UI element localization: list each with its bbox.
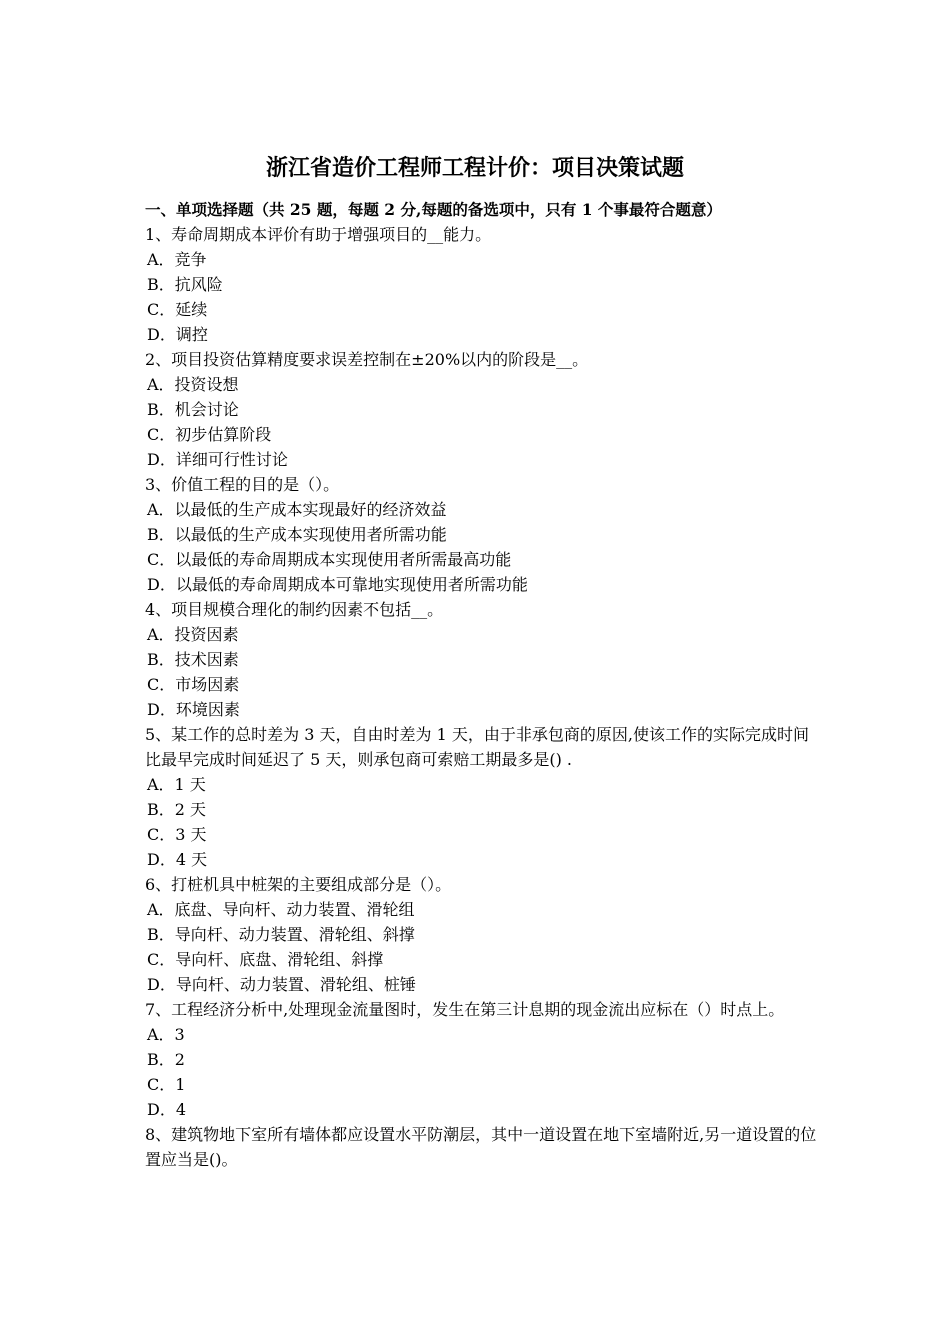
- question-8: [145, 1122, 817, 1172]
- option-a: A．竞争: [147, 250, 207, 269]
- option-c: C．以最低的寿命周期成本实现使用者所需最高功能: [147, 550, 512, 569]
- option-b: B．抗风险: [147, 275, 223, 294]
- option-a: A．1 天: [147, 775, 206, 794]
- option-b: B．2 天: [147, 800, 207, 819]
- question-stem: 8、建筑物地下室所有墙体都应设置水平防潮层，其中一道设置在地下室墙附近,另一道设置的位置应当是()。: [145, 1125, 817, 1169]
- question-stem: 6、打桩机具中桩架的主要组成部分是（）。: [145, 875, 452, 894]
- option-d: D．4: [147, 1100, 187, 1119]
- question-1: [145, 222, 817, 347]
- option-d: D．调控: [147, 325, 208, 344]
- option-a: A．投资设想: [147, 375, 239, 394]
- question-6: [145, 872, 817, 997]
- option-a: A．3: [147, 1025, 185, 1044]
- question-7: [145, 997, 817, 1122]
- question-stem: 7、工程经济分析中,处理现金流量图时，发生在第三计息期的现金流出应标在（）时点上。: [145, 1000, 785, 1019]
- option-d: D．以最低的寿命周期成本可靠地实现使用者所需功能: [147, 575, 528, 594]
- option-a: A．投资因素: [147, 625, 239, 644]
- option-a: A．以最低的生产成本实现最好的经济效益: [147, 500, 447, 519]
- option-c: C．延续: [147, 300, 208, 319]
- option-b: B．技术因素: [147, 650, 239, 669]
- document-body: [145, 197, 817, 1172]
- option-d: D．4 天: [147, 850, 208, 869]
- option-c: C．1: [147, 1075, 186, 1094]
- option-a: A．底盘、导向杆、动力装置、滑轮组: [147, 900, 415, 919]
- question-3: [145, 472, 817, 597]
- question-stem: 1、寿命周期成本评价有助于增强项目的__能力。: [145, 225, 492, 244]
- option-c: C．市场因素: [147, 675, 240, 694]
- question-stem: 3、价值工程的目的是（）。: [145, 475, 340, 494]
- option-d: D．导向杆、动力装置、滑轮组、桩锤: [147, 975, 416, 994]
- option-b: B．机会讨论: [147, 400, 239, 419]
- option-b: B．2: [147, 1050, 185, 1069]
- question-2: [145, 347, 817, 472]
- option-b: B．导向杆、动力装置、滑轮组、斜撑: [147, 925, 415, 944]
- question-stem: 4、项目规模合理化的制约因素不包括__。: [145, 600, 444, 619]
- question-stem: 2、项目投资估算精度要求误差控制在±20%以内的阶段是__。: [145, 350, 589, 369]
- option-b: B．以最低的生产成本实现使用者所需功能: [147, 525, 447, 544]
- option-c: C．3 天: [147, 825, 207, 844]
- question-stem: 5、某工作的总时差为 3 天，自由时差为 1 天，由于非承包商的原因,使该工作的实际完成时间比最早完成时间延迟了 5 天，则承包商可索赔工期最多是() .: [145, 725, 809, 769]
- section-heading: 一、单项选择题（共 25 题，每题 2 分,每题的备选项中，只有 1 个事最符合题意）: [145, 200, 722, 219]
- document-title: 浙江省造价工程师工程计价：项目决策试题: [265, 155, 684, 181]
- question-4: [145, 597, 817, 722]
- question-5: [145, 722, 817, 872]
- option-d: D．环境因素: [147, 700, 240, 719]
- option-c: C．初步估算阶段: [147, 425, 272, 444]
- option-d: D．详细可行性讨论: [147, 450, 288, 469]
- option-c: C．导向杆、底盘、滑轮组、斜撑: [147, 950, 384, 969]
